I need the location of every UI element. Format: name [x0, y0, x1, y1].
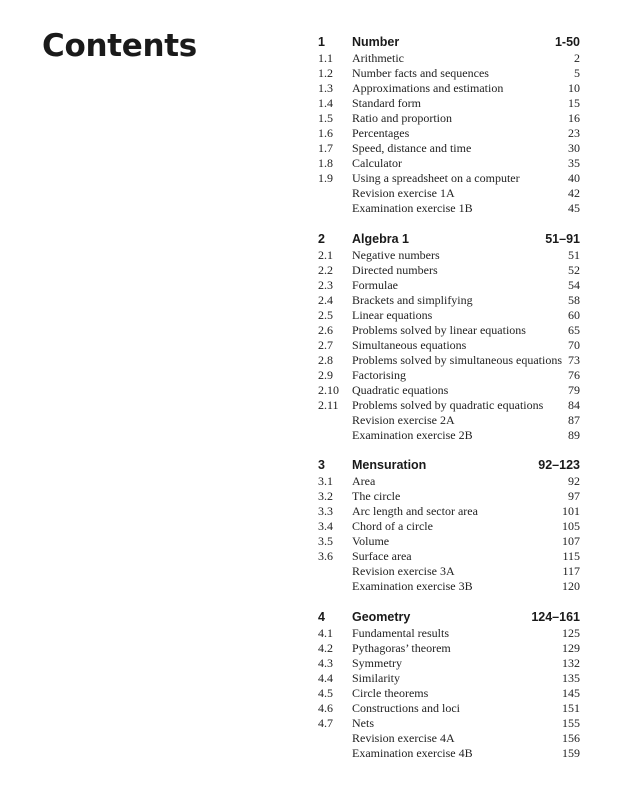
- chapter-number: 3: [318, 458, 325, 473]
- section-page: 10: [568, 81, 580, 96]
- toc-entry: [318, 519, 580, 534]
- section-number: 3.1: [318, 474, 333, 489]
- toc-entry: [318, 534, 580, 549]
- toc-entry: [318, 564, 580, 579]
- section-page: 107: [562, 534, 580, 549]
- toc-entry: [318, 323, 580, 338]
- toc-entry: [318, 428, 580, 443]
- section-number: 1.6: [318, 126, 333, 141]
- section-number: 3.2: [318, 489, 333, 504]
- section-page: 145: [562, 685, 580, 700]
- section-page: 35: [568, 156, 580, 171]
- section-number: 3.3: [318, 504, 333, 519]
- section-page: 2: [574, 51, 580, 65]
- section-page: 159: [562, 745, 580, 760]
- section-title: Revision exercise 2A: [352, 413, 455, 428]
- section-title: Arithmetic: [352, 51, 404, 65]
- section-title: Chord of a circle: [352, 519, 433, 534]
- section-page: 70: [568, 337, 580, 352]
- chapter-title: Number: [352, 35, 400, 49]
- section-title: Similarity: [352, 670, 400, 685]
- toc-entry: [318, 579, 580, 594]
- chapter-page-range: 51–91: [545, 231, 580, 246]
- toc-entry: [318, 368, 580, 383]
- section-number: 3.5: [318, 534, 333, 549]
- section-page: 76: [568, 367, 580, 382]
- section-page: 89: [568, 428, 580, 443]
- page-title: Contents: [42, 28, 197, 64]
- section-page: 79: [568, 382, 580, 397]
- section-number: 1.3: [318, 81, 333, 96]
- section-page: 65: [568, 322, 580, 337]
- section-title: Using a spreadsheet on a computer: [352, 171, 520, 186]
- section-title: Problems solved by linear equations: [352, 322, 526, 337]
- section-page: 51: [568, 247, 580, 262]
- section-number: 4.1: [318, 625, 333, 640]
- toc-entry: [318, 81, 580, 96]
- section-number: 1.7: [318, 141, 333, 156]
- toc-entry: [318, 489, 580, 504]
- toc-entry: [318, 338, 580, 353]
- section-page: 42: [568, 186, 580, 201]
- toc-entry: [318, 701, 580, 716]
- section-title: Linear equations: [352, 307, 433, 322]
- section-page: 101: [562, 504, 580, 519]
- chapter-number: 4: [318, 609, 325, 624]
- chapter-page-range: 124–161: [531, 609, 580, 624]
- section-title: Percentages: [352, 126, 410, 141]
- toc-entry: [318, 308, 580, 323]
- section-title: Factorising: [352, 367, 406, 382]
- section-page: 129: [562, 640, 580, 655]
- section-page: 16: [568, 111, 580, 126]
- section-title: Area: [352, 474, 376, 489]
- section-page: 23: [568, 126, 580, 141]
- section-title: The circle: [352, 489, 401, 504]
- toc-entry: [318, 156, 580, 171]
- section-page: 52: [568, 262, 580, 277]
- chapter-number: 1: [318, 35, 325, 49]
- section-title: Revision exercise 1A: [352, 186, 455, 201]
- chapter-heading: [318, 232, 580, 248]
- toc-entry: [318, 171, 580, 186]
- section-page: 120: [562, 579, 580, 594]
- toc-entry: [318, 111, 580, 126]
- chapter-title: Geometry: [352, 609, 411, 624]
- section-title: Fundamental results: [352, 625, 449, 640]
- toc-entry: [318, 248, 580, 263]
- chapter-title: Mensuration: [352, 458, 427, 473]
- section-title: Problems solved by quadratic equations: [352, 397, 544, 412]
- toc-entry: [318, 51, 580, 66]
- section-page: 84: [568, 397, 580, 412]
- section-page: 40: [568, 171, 580, 186]
- toc-entry: [318, 716, 580, 731]
- toc-entry: [318, 474, 580, 489]
- section-title: Revision exercise 4A: [352, 730, 455, 745]
- section-title: Volume: [352, 534, 390, 549]
- section-number: 1.8: [318, 156, 333, 171]
- toc-entry: [318, 201, 580, 216]
- toc-entry: [318, 66, 580, 81]
- chapter-block: [318, 610, 580, 761]
- chapter-number: 2: [318, 231, 325, 246]
- section-title: Quadratic equations: [352, 382, 449, 397]
- section-number: 1.4: [318, 96, 333, 111]
- toc-entry: [318, 549, 580, 564]
- section-page: 60: [568, 307, 580, 322]
- toc-entry: [318, 96, 580, 111]
- section-number: 3.6: [318, 549, 333, 564]
- section-page: 97: [568, 489, 580, 504]
- toc-entry: [318, 746, 580, 761]
- section-page: 125: [562, 625, 580, 640]
- section-title: Examination exercise 4B: [352, 745, 473, 760]
- section-number: 3.4: [318, 519, 333, 534]
- section-title: Standard form: [352, 96, 421, 111]
- section-number: 2.1: [318, 247, 333, 262]
- section-title: Problems solved by simultaneous equations: [352, 352, 562, 367]
- chapter-heading: [318, 458, 580, 474]
- toc-entry: [318, 671, 580, 686]
- section-number: 4.6: [318, 700, 333, 715]
- section-title: Examination exercise 2B: [352, 428, 473, 443]
- section-title: Revision exercise 3A: [352, 564, 455, 579]
- section-number: 4.2: [318, 640, 333, 655]
- section-title: Formulae: [352, 277, 398, 292]
- section-title: Approximations and estimation: [352, 81, 504, 96]
- toc-entry: [318, 656, 580, 671]
- section-number: 2.5: [318, 307, 333, 322]
- section-page: 132: [562, 655, 580, 670]
- section-number: 2.4: [318, 292, 333, 307]
- table-of-contents: [318, 35, 580, 776]
- section-page: 155: [562, 715, 580, 730]
- section-title: Brackets and simplifying: [352, 292, 473, 307]
- chapter-heading: [318, 610, 580, 626]
- toc-entry: [318, 383, 580, 398]
- section-title: Arc length and sector area: [352, 504, 478, 519]
- section-page: 73: [568, 352, 580, 367]
- section-number: 1.1: [318, 51, 333, 65]
- section-number: 2.7: [318, 337, 333, 352]
- section-page: 5: [574, 66, 580, 81]
- toc-entry: [318, 626, 580, 641]
- section-title: Directed numbers: [352, 262, 438, 277]
- section-page: 92: [568, 474, 580, 489]
- section-number: 1.9: [318, 171, 333, 186]
- section-number: 2.2: [318, 262, 333, 277]
- section-number: 2.3: [318, 277, 333, 292]
- section-number: 2.8: [318, 352, 333, 367]
- section-number: 2.9: [318, 367, 333, 382]
- section-title: Calculator: [352, 156, 402, 171]
- chapter-page-range: 1-50: [554, 35, 580, 49]
- section-title: Simultaneous equations: [352, 337, 467, 352]
- toc-entry: [318, 293, 580, 308]
- toc-entry: [318, 186, 580, 201]
- section-title: Examination exercise 3B: [352, 579, 473, 594]
- section-number: 2.11: [318, 397, 339, 412]
- chapter-block: [318, 232, 580, 444]
- section-title: Constructions and loci: [352, 700, 460, 715]
- section-page: 135: [562, 670, 580, 685]
- section-page: 105: [562, 519, 580, 534]
- section-page: 30: [568, 141, 580, 156]
- section-page: 156: [562, 730, 580, 745]
- section-title: Negative numbers: [352, 247, 440, 262]
- section-title: Examination exercise 1B: [352, 201, 473, 216]
- section-number: 4.7: [318, 715, 333, 730]
- section-number: 4.4: [318, 670, 333, 685]
- toc-entry: [318, 263, 580, 278]
- toc-entry: [318, 731, 580, 746]
- section-page: 45: [568, 201, 580, 216]
- section-page: 151: [562, 700, 580, 715]
- toc-entry: [318, 641, 580, 656]
- section-number: 2.10: [318, 382, 339, 397]
- section-number: 4.3: [318, 655, 333, 670]
- section-title: Surface area: [352, 549, 412, 564]
- section-number: 2.6: [318, 322, 333, 337]
- section-title: Symmetry: [352, 655, 402, 670]
- toc-entry: [318, 413, 580, 428]
- section-title: Nets: [352, 715, 374, 730]
- toc-entry: [318, 686, 580, 701]
- section-title: Pythagoras’ theorem: [352, 640, 451, 655]
- section-number: 1.2: [318, 66, 333, 81]
- chapter-title: Algebra 1: [352, 231, 409, 246]
- section-title: Speed, distance and time: [352, 141, 472, 156]
- toc-entry: [318, 278, 580, 293]
- section-page: 58: [568, 292, 580, 307]
- chapter-page-range: 92–123: [538, 458, 580, 473]
- section-title: Ratio and proportion: [352, 111, 452, 126]
- section-page: 117: [562, 564, 580, 579]
- chapter-heading: [318, 35, 580, 51]
- section-page: 87: [568, 413, 580, 428]
- section-number: 1.5: [318, 111, 333, 126]
- section-title: Number facts and sequences: [352, 66, 489, 81]
- chapter-block: [318, 35, 580, 217]
- section-page: 15: [568, 96, 580, 111]
- toc-entry: [318, 141, 580, 156]
- chapter-block: [318, 458, 580, 594]
- section-page: 54: [568, 277, 580, 292]
- toc-entry: [318, 398, 580, 413]
- toc-entry: [318, 126, 580, 141]
- section-page: 115: [562, 549, 580, 564]
- section-number: 4.5: [318, 685, 333, 700]
- toc-entry: [318, 504, 580, 519]
- section-title: Circle theorems: [352, 685, 429, 700]
- toc-entry: [318, 353, 580, 368]
